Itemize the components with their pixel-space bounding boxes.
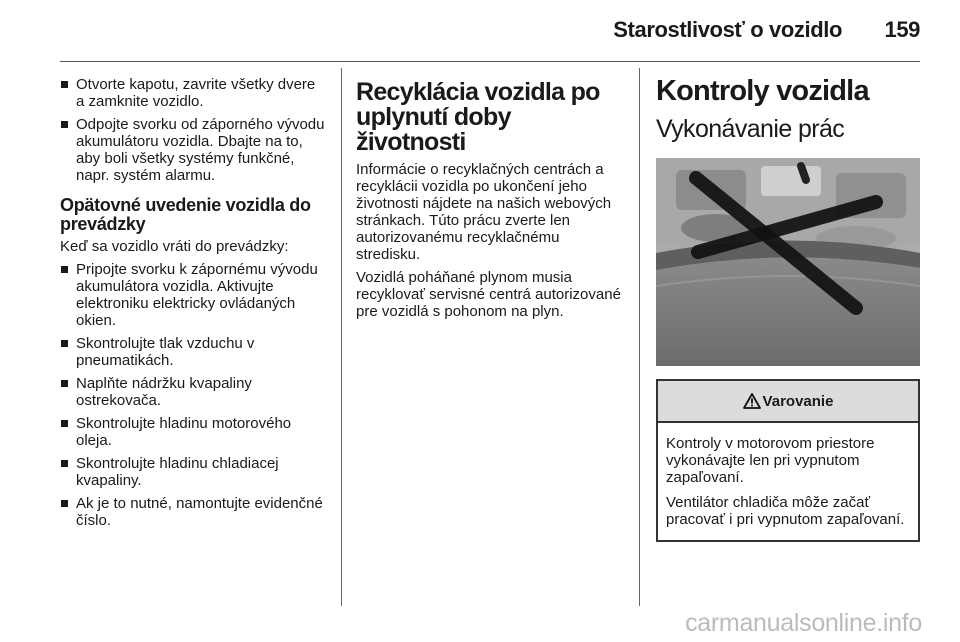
section-heading: Opätovné uvedenie vozidla do prevádzky — [60, 195, 311, 234]
warning-box — [656, 379, 920, 542]
section-heading: Recyklácia vozidla po uplynutí doby životnosti — [356, 78, 600, 156]
column-divider — [639, 68, 640, 606]
list-item: Skontrolujte tlak vzduchu v pneumatikách. — [60, 335, 326, 369]
header-divider — [60, 61, 920, 62]
warning-header — [658, 381, 918, 423]
storage-steps-list — [60, 76, 326, 184]
warning-text: Kontroly v motorovom priestore vykonávajte len pri vypnutom zapaľovaní. — [666, 435, 875, 486]
list-item: Otvorte kapotu, zavrite všetky dvere a zamknite vozidlo. — [60, 76, 326, 110]
list-item: Ak je to nutné, namontujte evidenčné číslo. — [60, 495, 326, 529]
list-item: Pripojte svorku k zápornému vývodu akumulátora vozidla. Aktivujte elektroniku elektricky ovládaných okien. — [60, 261, 326, 329]
column-divider — [341, 68, 342, 606]
page-number: 159 — [884, 17, 920, 42]
watermark: carmanualsonline.info — [685, 609, 922, 637]
column-left — [60, 76, 326, 535]
subsection-heading: Vykonávanie prác — [656, 115, 845, 143]
engine-bay-crossed-out-photo — [656, 158, 920, 366]
warning-triangle-icon — [743, 393, 761, 409]
section-heading: Kontroly vozidla — [656, 75, 869, 107]
column-middle — [356, 80, 626, 326]
warning-title: Varovanie — [762, 392, 834, 410]
section-intro: Keď sa vozidlo vráti do prevádzky: — [60, 238, 289, 255]
page-header — [0, 0, 960, 62]
list-item: Naplňte nádržku kvapaliny ostrekovača. — [60, 375, 326, 409]
list-item: Skontrolujte hladinu motorového oleja. — [60, 415, 326, 449]
warning-text: Ventilátor chladiča môže začať pracovať i pri vypnutom zapaľovaní. — [666, 494, 905, 528]
list-item: Skontrolujte hladinu chladiacej kvapaliny. — [60, 455, 326, 489]
recommission-steps-list — [60, 261, 326, 529]
page-title: Starostlivosť o vozidlo — [613, 17, 842, 42]
column-right — [656, 76, 920, 542]
warning-body — [658, 423, 918, 540]
paragraph: Informácie o recyklačných centrách a recyklácii vozidla po ukončení jeho životnosti nájdete na našich webových stránkach. Túto prácu zverte len autorizovanému recyklačnému stredisku. — [356, 161, 612, 263]
list-item: Odpojte svorku od záporného vývodu akumulátoru vozidla. Dbajte na to, aby boli všetky systémy funkčné, napr. systém alarmu. — [60, 116, 326, 184]
paragraph: Vozidlá poháňané plynom musia recyklovať servisné centrá autorizované pre vozidlá s pohonom na plyn. — [356, 269, 621, 320]
